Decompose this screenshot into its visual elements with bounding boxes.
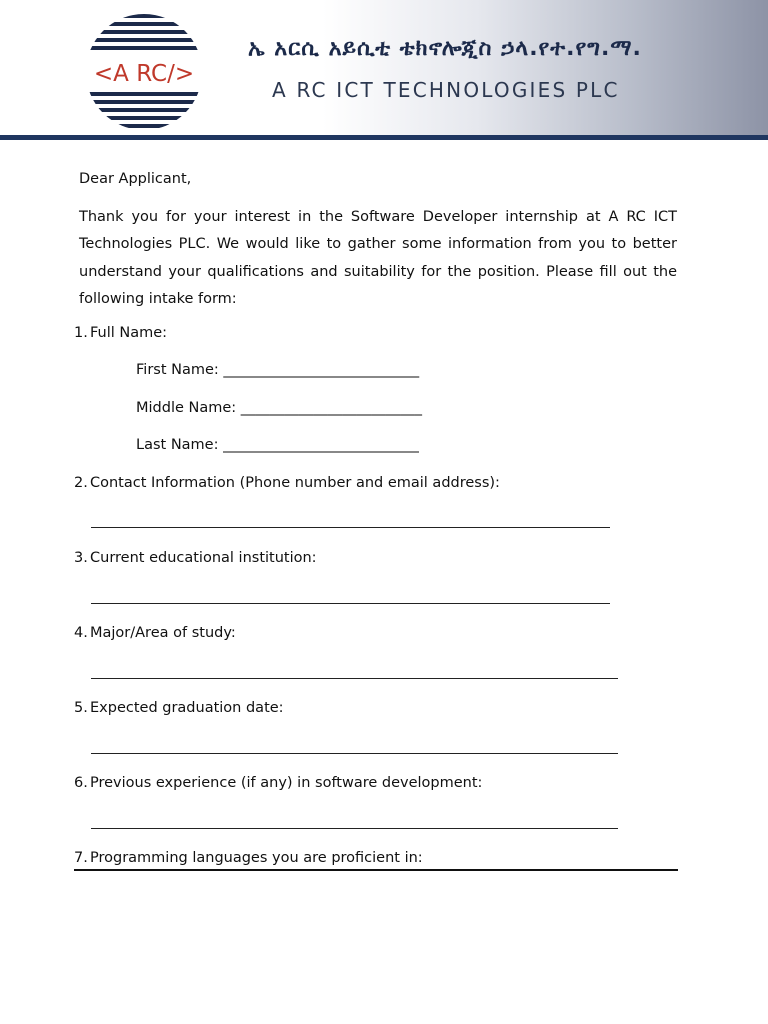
first-name-field[interactable]: First Name: ___________________________: [136, 362, 420, 378]
last-name-field[interactable]: Last Name: ___________________________: [136, 437, 419, 453]
question-label: Programming languages you are proficient in:: [90, 850, 423, 866]
major-blank[interactable]: [91, 678, 618, 679]
question-5: [74, 698, 284, 718]
question-label: Full Name:: [90, 325, 168, 341]
question-label: Expected graduation date:: [90, 700, 284, 716]
question-2: [74, 473, 500, 493]
question-label: Current educational institution:: [90, 550, 317, 566]
middle-name-field[interactable]: Middle Name: _________________________: [136, 400, 423, 416]
contact-info-blank[interactable]: [91, 527, 610, 528]
languages-blank[interactable]: [74, 869, 678, 871]
company-logo: [84, 12, 204, 132]
company-name-english: A RC ICT TECHNOLOGIES PLC: [272, 78, 620, 102]
question-7: [74, 848, 423, 868]
institution-blank[interactable]: [91, 603, 610, 604]
question-label: Contact Information (Phone number and email address):: [90, 475, 500, 491]
question-number: 6.: [74, 775, 88, 791]
intro-paragraph: Thank you for your interest in the Software Developer internship at A RC ICT Technologies PLC. We would like to gather some information from you to better understand your qualifications and suitability for the position. Please fill out the following intake form:: [79, 208, 677, 307]
logo-text: <A RC/>: [93, 61, 195, 87]
company-name-amharic: ኤ አርሲ አይሲቲ ቴክኖሎጂስ ኃላ.የተ.የግ.ማ.: [248, 36, 642, 61]
experience-blank[interactable]: [91, 828, 618, 829]
question-number: 5.: [74, 700, 88, 716]
question-number: 4.: [74, 625, 88, 641]
question-number: 2.: [74, 475, 88, 491]
question-number: 1.: [74, 325, 88, 341]
question-number: 3.: [74, 550, 88, 566]
question-3: [74, 548, 317, 568]
letterhead-divider: [0, 135, 768, 140]
question-4: [74, 623, 236, 643]
question-label: Previous experience (if any) in software development:: [90, 775, 483, 791]
question-label: Major/Area of study:: [90, 625, 236, 641]
question-1: [74, 323, 167, 343]
letter-body: [79, 166, 677, 314]
greeting: Dear Applicant,: [79, 171, 192, 187]
graduation-date-blank[interactable]: [91, 753, 618, 754]
question-number: 7.: [74, 850, 88, 866]
question-6: [74, 773, 482, 793]
